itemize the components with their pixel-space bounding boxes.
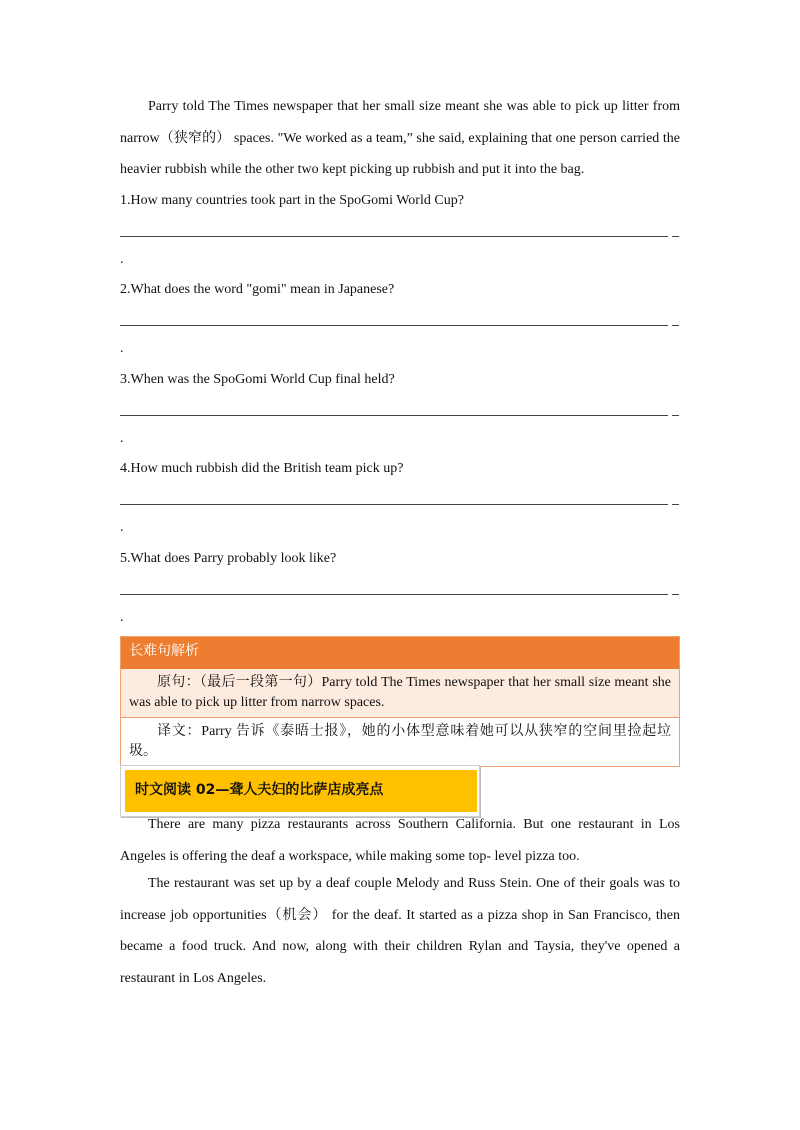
answer-line-5[interactable] [120, 594, 668, 595]
answer-line-1[interactable] [120, 236, 668, 237]
article-paragraph-1: There are many pizza restaurants across Southern California. But one restaurant in Los Angeles is offering the deaf a workspace, while making some top- level pizza too. [120, 817, 680, 864]
answer-dot-1: . [120, 252, 124, 267]
answer-dot-3: . [120, 431, 124, 446]
question-5: 5.What does Parry probably look like? [120, 551, 337, 566]
article-paragraph-2: The restaurant was set up by a deaf couple Melody and Russ Stein. One of their goals was to increase job opportunities（机会） for the deaf. It started as a pizza shop in San Francisco, then became a food truck. And now, along with their children Rylan and Taysia, they've opened a restaurant in Los Angeles. [120, 876, 680, 986]
question-1: 1.How many countries took part in the SpoGomi World Cup? [120, 193, 464, 208]
question-4: 4.How much rubbish did the British team pick up? [120, 461, 404, 476]
answer-dot-4: . [120, 520, 124, 535]
analysis-original: 原句：（最后一段第一句）Parry told The Times newspaper that her small size meant she was able to pick up litter from narrow spaces. [121, 669, 679, 717]
analysis-translation: 译文：Parry 告诉《泰晤士报》，她的小体型意味着她可以从狭窄的空间里捡起垃圾。 [121, 717, 679, 766]
answer-dot-2: . [120, 341, 124, 356]
answer-line-2[interactable] [120, 325, 668, 326]
answer-dot-5: . [120, 610, 124, 625]
question-2: 2.What does the word "gomi" mean in Japanese? [120, 282, 395, 297]
analysis-header: 长难句解析 [121, 637, 679, 669]
passage-paragraph: Parry told The Times newspaper that her small size meant she was able to pick up litter from narrow（狭窄的） spaces. "We worked as a team,” she said, explaining that one person carried the heavier rubbish while the other two kept picking up rubbish and put it into the bag. [120, 99, 680, 177]
answer-line-3[interactable] [120, 415, 668, 416]
question-3: 3.When was the SpoGomi World Cup final held? [120, 372, 395, 387]
answer-line-tail-4 [672, 504, 679, 505]
answer-line-4[interactable] [120, 504, 668, 505]
sentence-analysis-box [120, 636, 680, 767]
answer-line-tail-3 [672, 415, 679, 416]
answer-line-tail-5 [672, 594, 679, 595]
banner-fill [125, 770, 477, 812]
section-title: 时文阅读 02—聋人夫妇的比萨店成亮点 [135, 782, 384, 798]
answer-line-tail-2 [672, 325, 679, 326]
answer-line-tail-1 [672, 236, 679, 237]
